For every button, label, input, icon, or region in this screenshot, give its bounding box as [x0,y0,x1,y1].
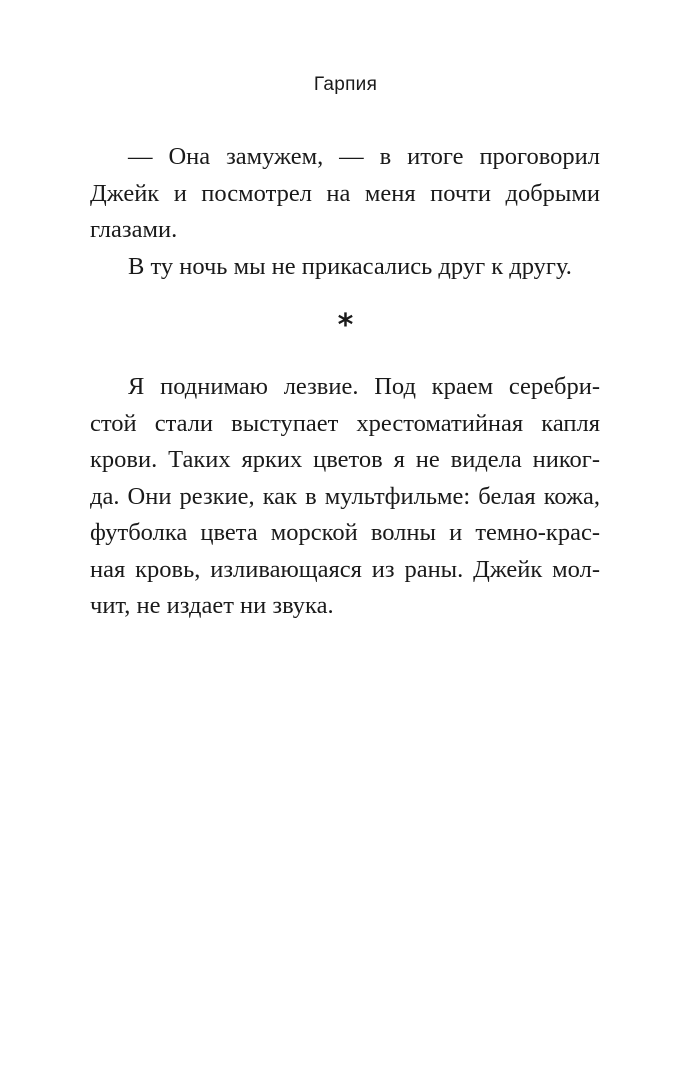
text-section-one [90,139,600,285]
text-line: Джейк и посмотрел на меня почти добрыми [90,179,600,207]
text-line: футболка цвета морской волны и темно-крас- [90,519,600,546]
text-line: — Она замужем, — в итоге проговорил [128,143,600,170]
text-line: ная кровь, изливающаяся из раны. Джейк мол- [90,555,600,583]
text-line: стой стали выступает хрестоматийная капля [90,409,600,437]
text-line: да. Они резкие, как в мультфильме: белая кожа, [90,482,600,510]
text-line: Я поднимаю лезвие. Под краем серебри- [128,373,600,400]
text-section-two [90,369,600,625]
text-line: чит, не издает ни звука. [90,592,334,619]
text-line: крови. Таких ярких цветов я не видела никог- [90,446,600,473]
text-line: В ту ночь мы не прикасались друг к другу. [128,252,572,280]
running-head: Гарпия [313,74,378,95]
section-separator: * [337,308,354,343]
text-line: глазами. [90,216,178,243]
